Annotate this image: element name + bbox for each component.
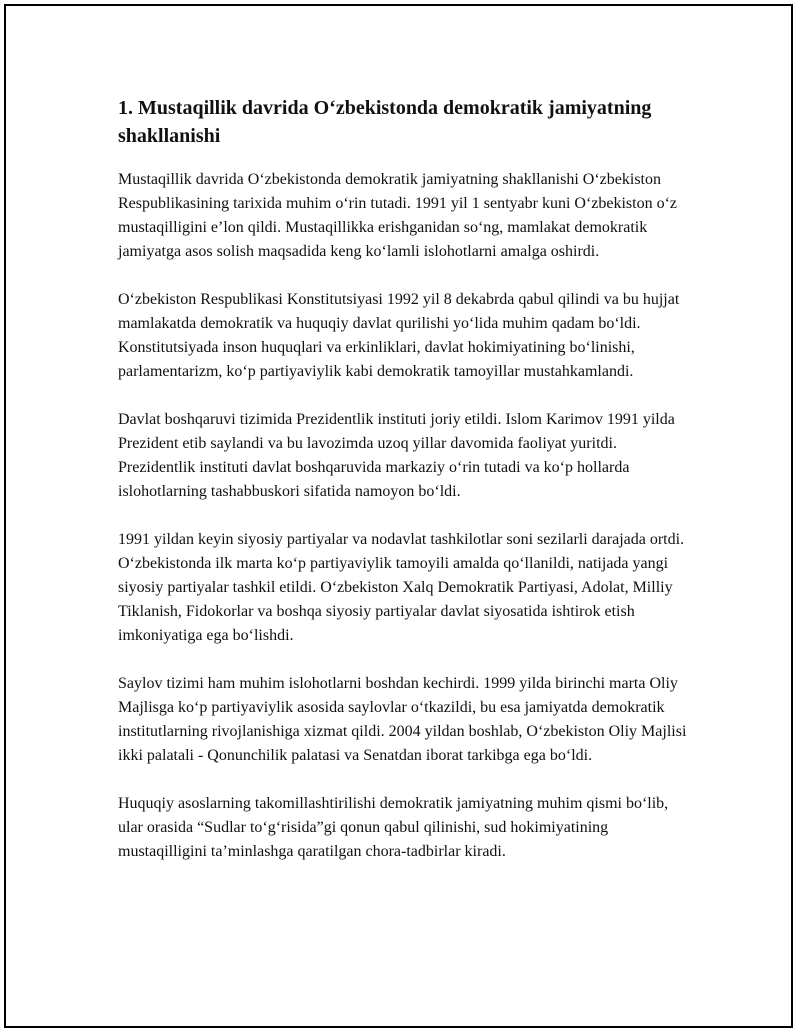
paragraph-political-parties: 1991 yildan keyin siyosiy partiyalar va nodavlat tashkilotlar soni sezilarli darajada ortdi. O‘zbekistonda ilk marta ko‘p partiyaviylik tamoyili amalda qo‘llanildi, natijada yangi siyosiy partiyalar tashkil etildi. O‘zbekiston Xalq Demokratik Partiyasi, Adolat, Milliy Tiklanish, Fidokorlar va boshqa siyosiy partiyalar davlat siyosatida ishtirok etish imkoniyatiga ega bo‘lishdi. — [118, 531, 685, 644]
paragraph-constitution: O‘zbekiston Respublikasi Konstitutsiyasi 1992 yil 8 dekabrda qabul qilindi va bu hujjat mamlakatda demokratik va huquqiy davlat qurilishi yo‘lida muhim qadam bo‘ldi. Konstitutsiyada inson huquqlari va erkinliklari, davlat hokimiyatining bo‘linishi, parlamentarizm, ko‘p partiyaviylik kabi demokratik tamoyillar mustahkamlandi. — [118, 291, 680, 380]
document-body — [118, 94, 688, 888]
paragraph-legal-reforms: Huquqiy asoslarning takomillashtirilishi demokratik jamiyatning muhim qismi bo‘lib, ular orasida “Sudlar to‘g‘risida”gi qonun qabul qilinishi, sud hokimiyatining mustaqilligini ta’minlashga qaratilgan chora-tadbirlar kiradi. — [118, 795, 669, 860]
paragraph-independence: Mustaqillik davrida O‘zbekistonda demokratik jamiyatning shakllanishi O‘zbekiston Respublikasining tarixida muhim o‘rin tutadi. 1991 yil 1 sentyabr kuni O‘zbekiston o‘z mustaqilligini e’lon qildi. Mustaqillikka erishganidan so‘ng, mamlakat demokratik jamiyatga asos solish maqsadida keng ko‘lamli islohotlarni amalga oshirdi. — [118, 171, 678, 260]
paragraph-electoral-system: Saylov tizimi ham muhim islohotlarni boshdan kechirdi. 1999 yilda birinchi marta Oliy Majlisga ko‘p partiyaviylik asosida saylovlar o‘tkazildi, bu esa jamiyatda demokratik institutlarning rivojlanishiga xizmat qildi. 2004 yildan boshlab, O‘zbekiston Oliy Majlisi ikki palatali - Qonunchilik palatasi va Senatdan iborat tarkibga ega bo‘ldi. — [118, 675, 687, 764]
paragraph-presidency: Davlat boshqaruvi tizimida Prezidentlik instituti joriy etildi. Islom Karimov 1991 yilda Prezident etib saylandi va bu lavozimda uzoq yillar davomida faoliyat yuritdi. Prezidentlik instituti davlat boshqaruvida markaziy o‘rin tutadi va ko‘p hollarda islohotlarning tashabbuskori sifatida namoyon bo‘ldi. — [118, 411, 675, 500]
section-heading: 1. Mustaqillik davrida O‘zbekistonda demokratik jamiyatning shakllanishi — [118, 97, 652, 147]
